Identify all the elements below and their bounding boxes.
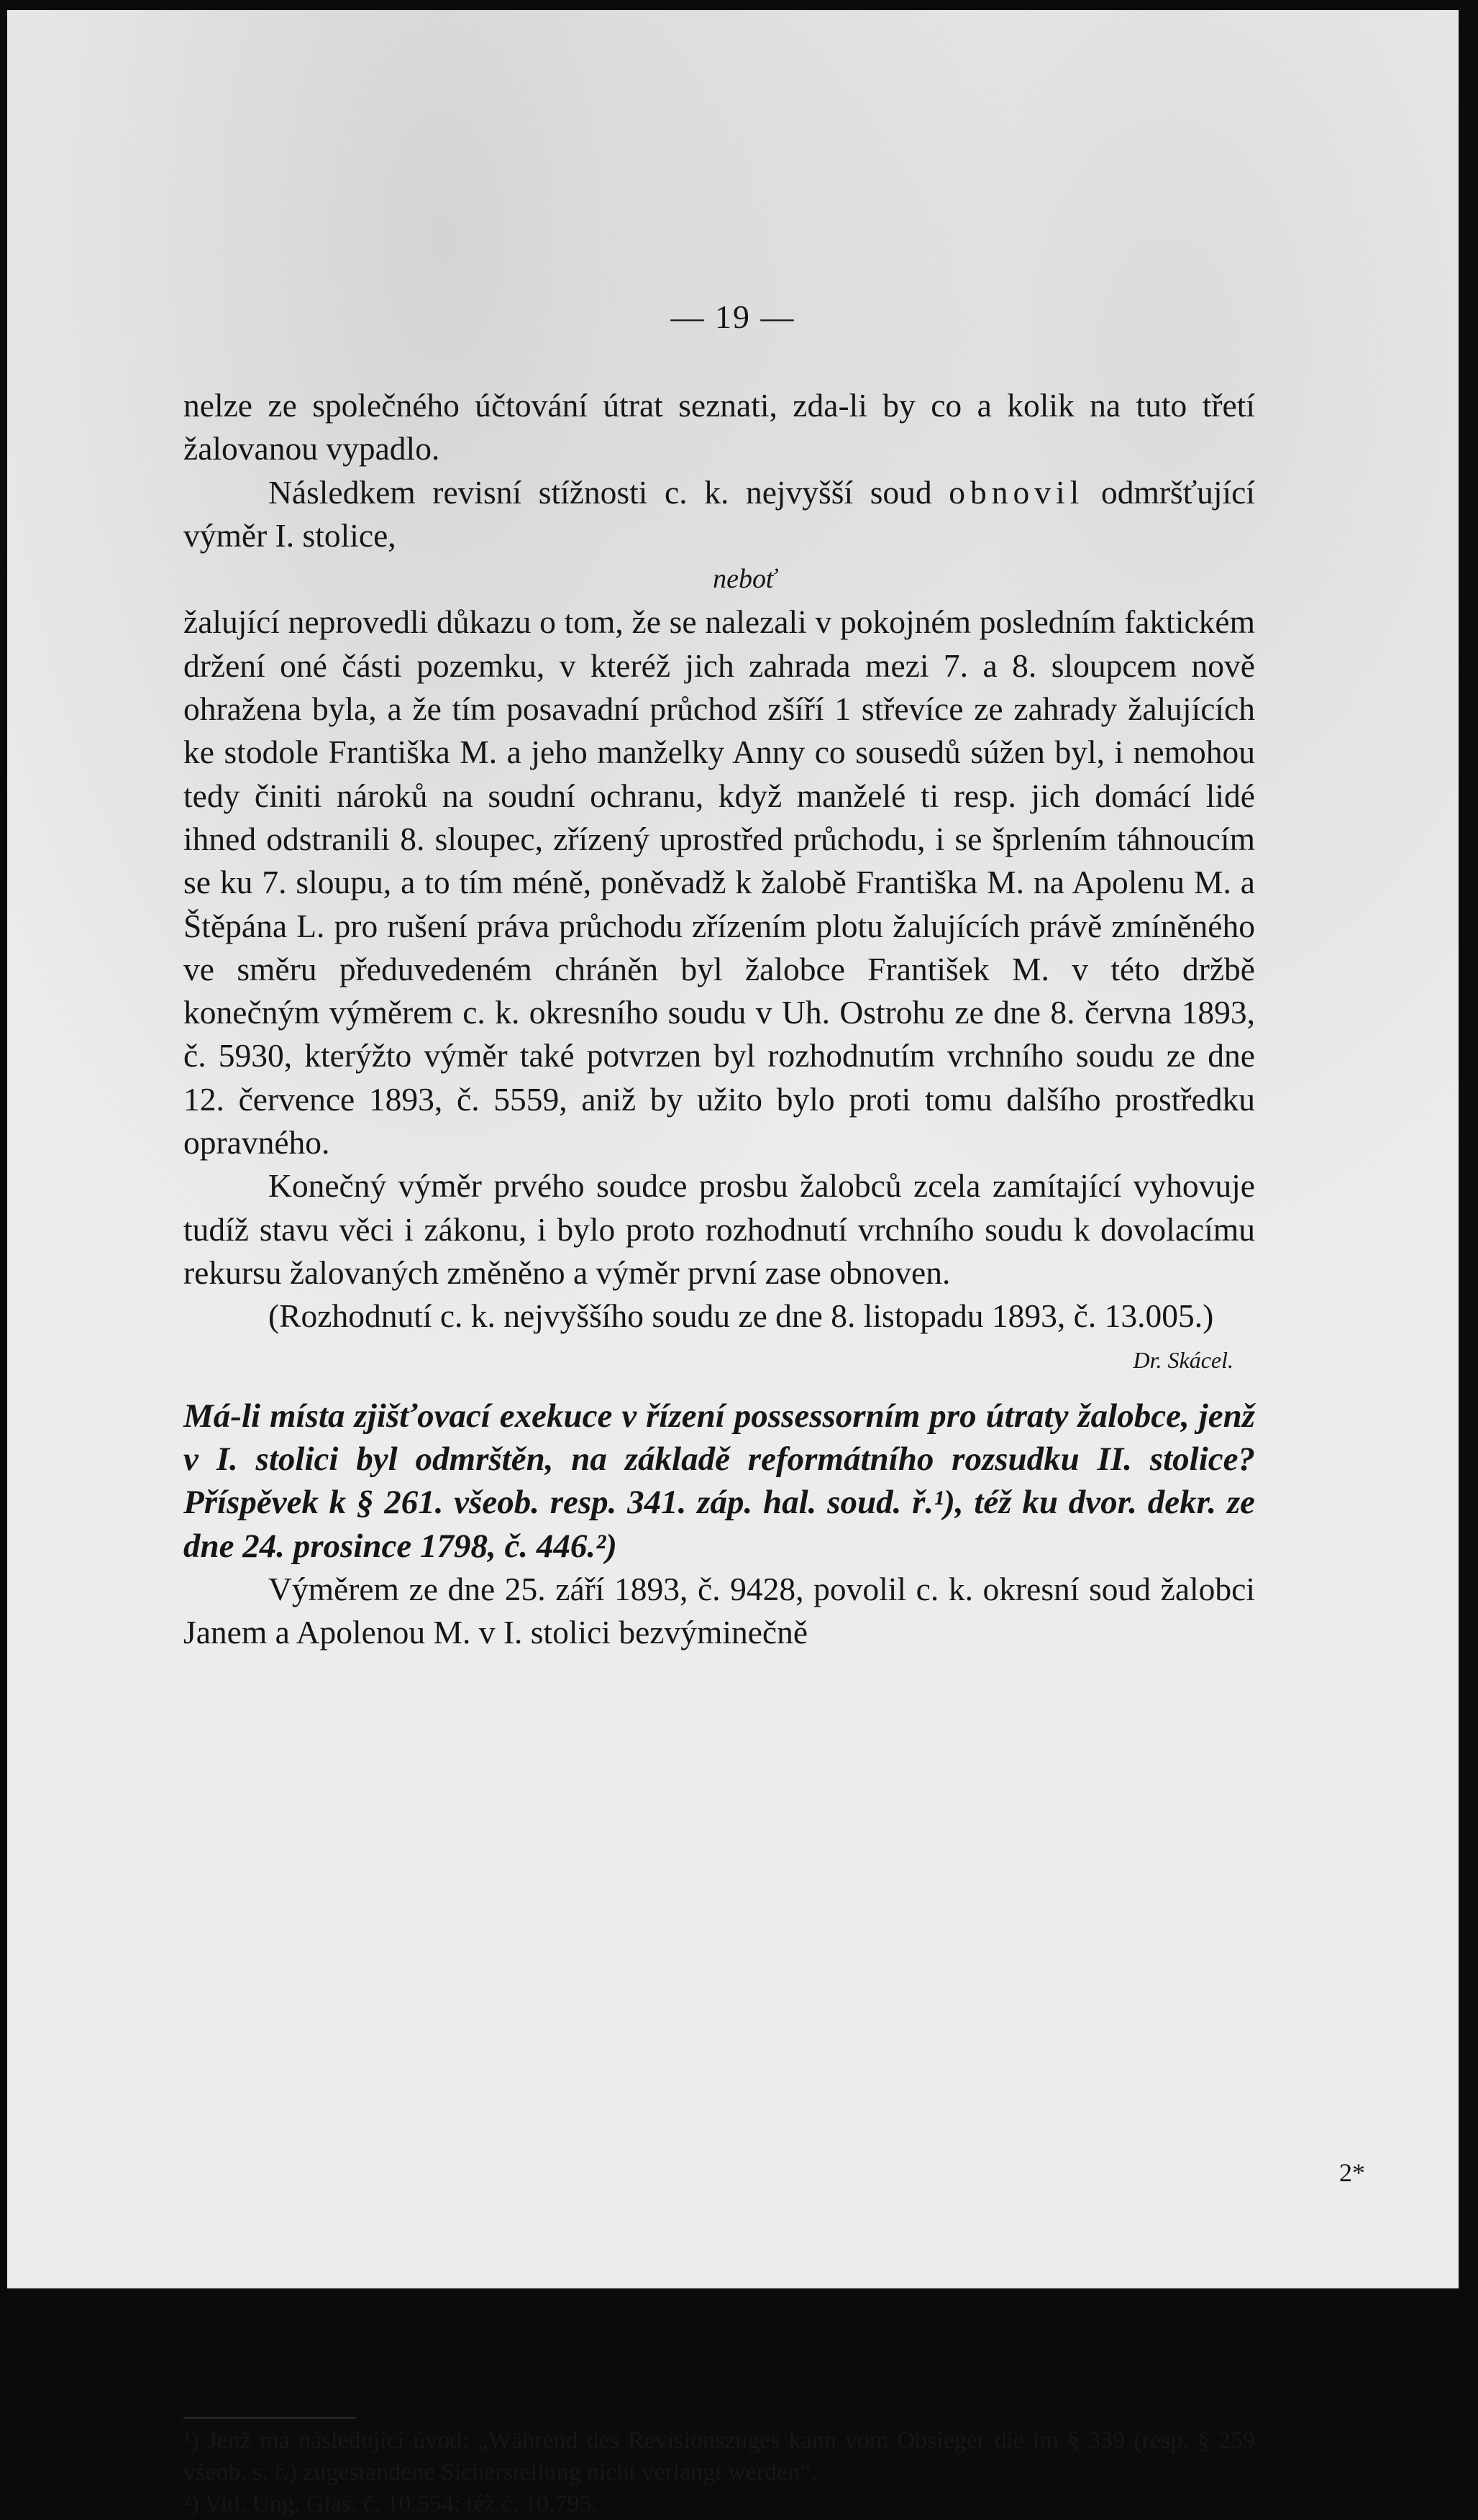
footnote-2: ²) Vid. Ung. Glas. č. 10.554; též č. 10.795. xyxy=(183,2491,598,2517)
footnote-divider xyxy=(183,2417,356,2419)
article-first-paragraph: Výměrem ze dne 25. září 1893, č. 9428, povolil c. k. okresní soud žalobci Janem a Apolenou M. v I. stolici bezvýminečně xyxy=(183,1571,1255,1651)
signature-mark: 2* xyxy=(1339,2158,1365,2187)
article-heading: Má-li místa zjišťovací exekuce v řízení possessorním pro útraty žalobce, jenž v I. stolici byl odmrštěn, na základě reformátního rozsudku II. stolice? Příspěvek k § 261. všeob. resp. 341. záp. hal. soud. ř.¹), též ku dvor. dekr. ze dne 24. prosince 1798, č. 446.²) xyxy=(183,1397,1255,1565)
page-number: — 19 — xyxy=(670,298,795,335)
footnotes xyxy=(183,2425,1255,2520)
author-signature: Dr. Skácel. xyxy=(1133,1346,1233,1373)
spaced-word-obnovil: obnovil xyxy=(949,473,1085,511)
document-page xyxy=(7,10,1459,2517)
paragraph-2-text: Následkem revisní stížnosti c. k. nejvyšší soud xyxy=(268,473,932,511)
paragraph-2 xyxy=(183,471,1255,558)
paragraph-2-tail: odmršťující výměr I. stolice, xyxy=(183,473,1256,554)
nebot-heading: neboť xyxy=(713,564,776,595)
reasoning-paragraph: žalující neprovedli důkazu o tom, že se nalezali v pokojném posledním faktickém držení oné části pozemku, v kteréž jich zahrada mezi 7. a 8. sloupcem nově ohražena byla, a že tím posavadní průchod zšíří 1 střevíce ze zahrady žalujících ke stodole Františka M. a jeho manželky Anny co sousedů súžen byl, i nemohou tedy činiti nároků na soudní ochranu, když manželé ti resp. jich domácí lidé ihned odstranili 8. sloupec, zřízený uprostřed průchodu, i se šprlením táhnoucím se ku 7. sloupu, a to tím méně, poněvadž k žalobě Františka M. na Apolenu M. a Štěpána L. pro rušení práva průchodu zřízením plotu žalujících právě zmíněného ve směru předuvedeném chráněn byl žalobce František M. v této držbě konečným výměrem c. k. okresního soudu v Uh. Ostrohu ze dne 8. června 1893, č. 5930, kterýžto výměr také potvrzen byl rozhodnutím vrchního soudu ze dne 12. července 1893, č. 5559, aniž by užito bylo proti tomu dalšího prostředku opravného. xyxy=(183,603,1255,1161)
page-body xyxy=(183,384,1255,1655)
paragraph-1: nelze ze společného účtování útrat seznati, zda-li by co a kolik na tuto třetí žalovanou vypadlo. xyxy=(183,387,1255,467)
conclusion-paragraph: Konečný výměr prvého soudce prosbu žalobců zcela zamítající vyhovuje tudíž stavu věci i zákonu, i bylo proto rozhodnutí vrchního soudu k dovolacímu rekursu žalovaných změněno a výměr první zase obnoven. xyxy=(183,1167,1255,1291)
decision-citation: (Rozhodnutí c. k. nejvyššího soudu ze dne 8. listopadu 1893, č. 13.005.) xyxy=(268,1297,1214,1335)
footnote-1: ¹) Jenž má následující úvod: „Während des Revisionszuges kann vom Obsieger die im § 339 (resp. § 259 všeob. s. ř.) zugestandene Sicherstellung nicht verlangt werden“. xyxy=(183,2427,1255,2485)
